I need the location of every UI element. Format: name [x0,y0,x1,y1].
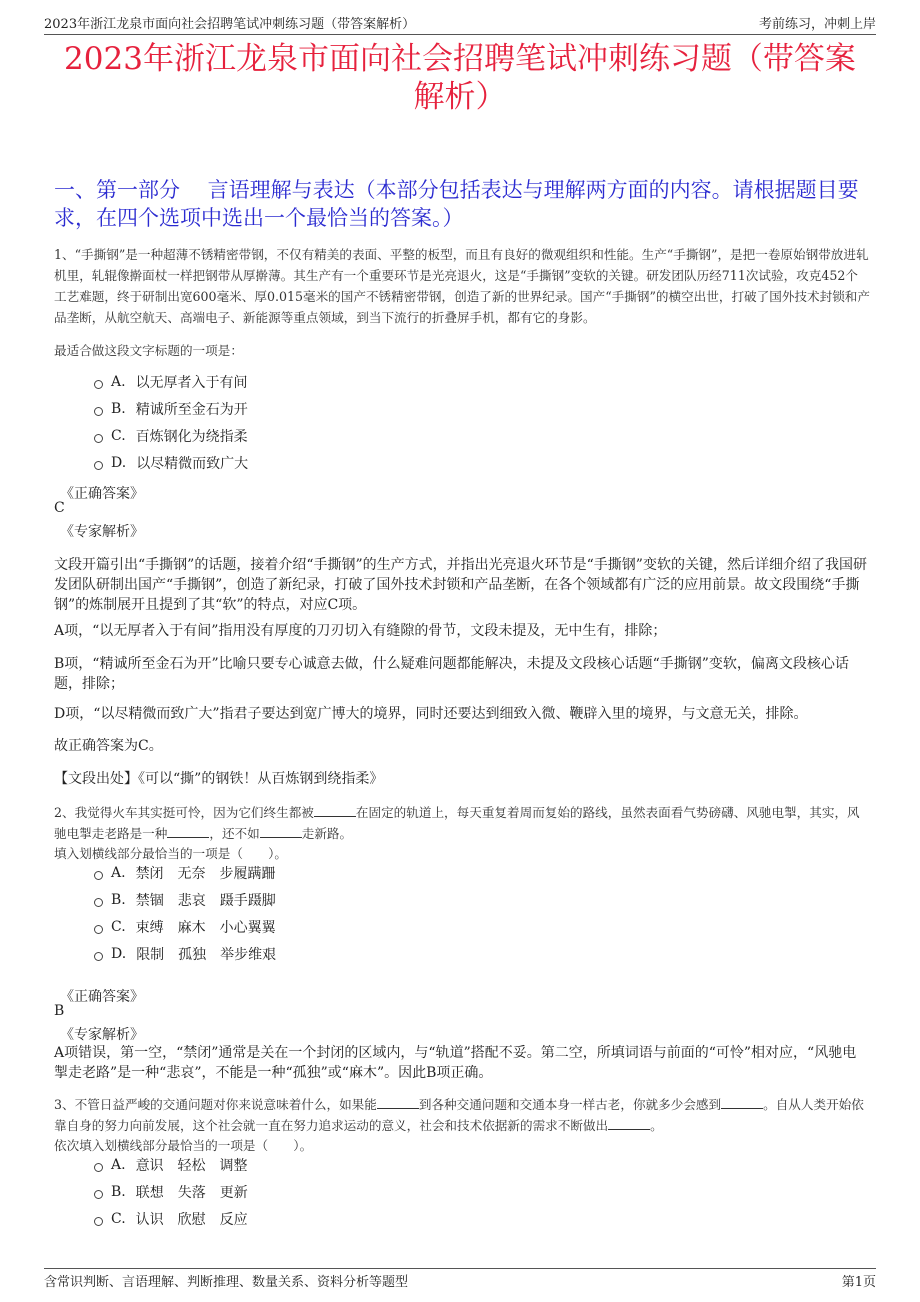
text-segment: 。 [650,1118,663,1133]
question-2-text [54,802,870,844]
option-text: 精诚所至金石为开 [135,402,248,418]
radio-icon[interactable] [94,380,103,389]
q1-answer-label: 《正确答案》 [60,486,144,502]
question-3-prompt: 依次填入划横线部分最恰当的一项是（ ）。 [54,1138,313,1153]
option-text: 以无厚者入于有间 [135,375,248,391]
q1-analysis-label: 《专家解析》 [60,524,144,540]
radio-icon[interactable] [94,1217,103,1226]
option-letter: D. [111,946,127,962]
option-text: 联想 失落 更新 [135,1185,248,1201]
option-text: 禁闭 无奈 步履蹒跚 [135,866,276,882]
q2-option-a[interactable] [94,863,276,883]
blank-line [167,825,209,838]
radio-icon[interactable] [94,925,103,934]
page-header [44,10,876,35]
question-1-prompt: 最适合做这段文字标题的一项是： [54,343,243,358]
option-letter: A. [111,374,126,390]
radio-icon[interactable] [94,1163,103,1172]
option-text: 百炼钢化为绕指柔 [135,429,248,445]
radio-icon[interactable] [94,461,103,470]
q2-option-c[interactable] [94,917,276,937]
text-segment: ，还不如 [209,826,260,841]
question-1-text: 1、“手撕钢”是一种超薄不锈精密带钢，不仅有精美的表面、平整的板型，而且有良好的微观组织和性能。生产“手撕钢”，是把一卷原始钢带放进轧机里，轧辊像擀面杖一样把钢带从厚擀薄。其生产有一个重要环节是光亮退火，这是“手撕钢”变软的关键。研发团队历经711次试验，攻克452个工艺难题，终于研制出宽600毫米、厚0.015毫米的国产不锈精密带钢，创造了新的世界纪录。国产“手撕钢”的横空出世，打破了国外技术封锁和产品垄断，从航空航天、高端电子、新能源等重点领域，到当下流行的折叠屏手机，都有它的身影。 [54,247,870,325]
q1-analysis-para: D项，“以尽精微而致广大”指君子要达到宽广博大的境界，同时还要达到细致入微、鞭辟入里的境界，与文意无关，排除。 [54,706,808,722]
q2-answer: B [54,1003,65,1019]
q1-source: 【文段出处】《可以“撕”的钢铁！从百炼钢到绕指柔》 [54,771,384,787]
footer-question-types: 含常识判断、言语理解、判断推理、数量关系、资料分析等题型 [44,1274,409,1290]
option-text: 限制 孤独 举步维艰 [136,947,277,963]
q1-option-a[interactable] [94,372,248,392]
q1-analysis-para: 文段开篇引出“手撕钢”的话题，接着介绍“手撕钢”的生产方式，并指出光亮退火环节是“手撕钢”变软的关键，然后详细介绍了我国研发团队研制出国产“手撕钢”，创造了新纪录，打破了国外技术封锁和产品垄断，在各个领域都有广泛的应用前景。故文段围绕“手撕钢”的炼制展开且提到了其“软”的特点，对应C项。 [54,557,867,613]
q2-answer-label: 《正确答案》 [60,989,144,1005]
q2-option-d[interactable] [94,944,276,964]
page-title: 2023年浙江龙泉市面向社会招聘笔试冲刺练习题（带答案解析） [64,41,856,115]
option-text: 禁锢 悲哀 蹑手蹑脚 [135,893,276,909]
question-3-text [54,1094,870,1136]
radio-icon[interactable] [94,952,103,961]
option-letter: B. [111,401,126,417]
blank-line [608,1117,650,1130]
q2-option-b[interactable] [94,890,276,910]
q2-analysis: A项错误，第一空，“禁闭”通常是关在一个封闭的区域内，与“轨道”搭配不妥。第二空，所填词语与前面的“可怜”相对应，“风驰电掣走老路”是一种“悲哀”，不能是一种“孤独”或“麻木”。因此B项正确。 [54,1045,857,1081]
section-heading: 一、第一部分 言语理解与表达（本部分包括表达与理解两方面的内容。请根据题目要求，在四个选项中选出一个最恰当的答案。） [54,178,859,230]
option-letter: C. [111,919,126,935]
radio-icon[interactable] [94,1190,103,1199]
option-text: 意识 轻松 调整 [135,1158,248,1174]
blank-line [377,1096,419,1109]
option-letter: B. [111,892,126,908]
text-segment: 2、我觉得火车其实挺可怜，因为它们终生都被 [54,805,314,820]
option-letter: C. [111,428,126,444]
radio-icon[interactable] [94,407,103,416]
page-number: 第1页 [841,1274,876,1290]
q1-option-b[interactable] [94,399,248,419]
text-segment: 到各种交通问题和交通本身一样古老，你就多少会感到 [418,1097,722,1112]
q1-analysis-para: A项，“以无厚者入于有间”指用没有厚度的刀刃切入有缝隙的骨节，文段未提及，无中生有，排除； [54,623,667,639]
q2-analysis-label: 《专家解析》 [60,1027,144,1043]
radio-icon[interactable] [94,871,103,880]
page-footer [44,1268,876,1291]
header-slogan: 考前练习，冲刺上岸 [758,16,876,32]
text-segment: 3、不管日益严峻的交通问题对你来说意味着什么，如果能 [54,1097,377,1112]
blank-line [314,804,356,817]
option-text: 以尽精微而致广大 [136,456,249,472]
q3-option-a[interactable] [94,1155,248,1175]
q1-option-c[interactable] [94,426,248,446]
option-letter: C. [111,1211,126,1227]
option-letter: A. [111,865,126,881]
text-segment: 。自从人类开始依靠自身的努力向前发展，这个社会就一直在努力追求运动的意义，社会和技术依据新的需求不断做出 [54,1097,864,1133]
option-letter: A. [111,1157,126,1173]
q1-answer: C [54,500,65,516]
q3-option-b[interactable] [94,1182,248,1202]
option-text: 认识 欣慰 反应 [135,1212,248,1228]
blank-line [260,825,302,838]
q3-option-c[interactable] [94,1209,248,1229]
header-doc-title: 2023年浙江龙泉市面向社会招聘笔试冲刺练习题（带答案解析） [44,16,416,32]
q1-analysis-conclusion: 故正确答案为C。 [54,738,163,754]
option-letter: B. [111,1184,126,1200]
q1-option-d[interactable] [94,453,248,473]
option-letter: D. [111,455,127,471]
q1-analysis-para: B项，“精诚所至金石为开”比喻只要专心诚意去做，什么疑难问题都能解决，未提及文段核心话题“手撕钢”变软，偏离文段核心话题，排除； [54,656,849,692]
blank-line [721,1096,763,1109]
radio-icon[interactable] [94,898,103,907]
text-segment: 走新路。 [301,826,353,841]
question-2-prompt: 填入划横线部分最恰当的一项是（ ）。 [54,846,287,861]
option-text: 束缚 麻木 小心翼翼 [135,920,276,936]
radio-icon[interactable] [94,434,103,443]
text-segment: 在固定的轨道上，每天重复着周而复始的路线，虽然表面看气势磅礴、风驰电掣，其实，风驰电掣走老路是一种 [54,805,860,841]
